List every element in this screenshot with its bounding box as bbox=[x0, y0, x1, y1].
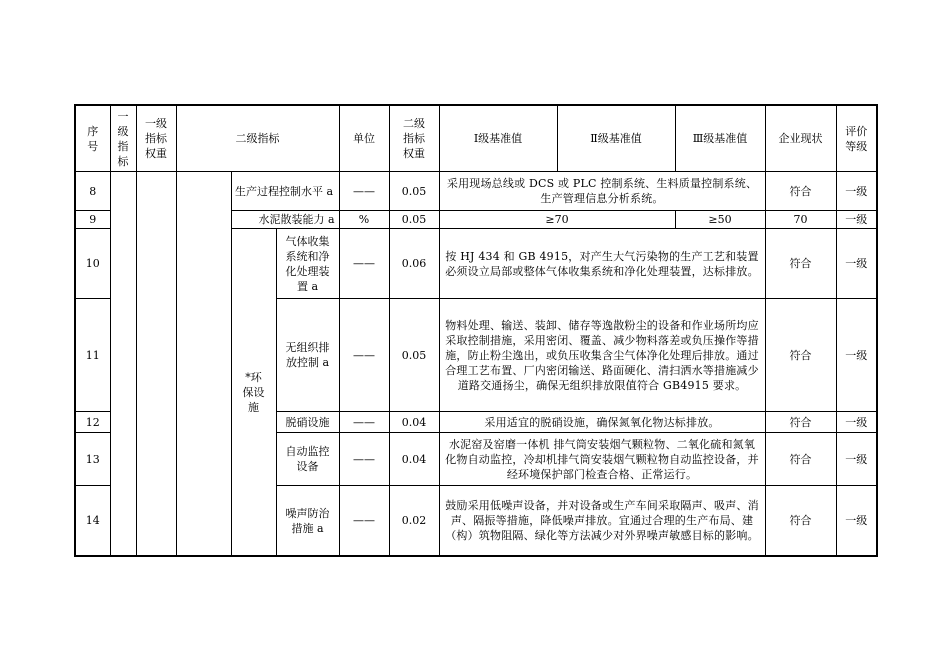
weight-cell: 0.02 bbox=[389, 486, 439, 557]
row-number: 10 bbox=[75, 229, 110, 299]
table-row bbox=[75, 172, 877, 211]
indicator-name: 噪声防治措施 a bbox=[276, 486, 339, 557]
header-level1-weight: 一级指标权重 bbox=[136, 105, 176, 172]
requirement-text: 鼓励采用低噪声设备，并对设备或生产车间采取隔声、吸声、消声、隔振等措施，降低噪声排放。宜通过合理的生产布局、建（构）筑物阻隔、绿化等方法减少对外界噪声敏感目标的影响。 bbox=[439, 486, 765, 557]
header-level2: 二级指标 bbox=[176, 105, 339, 172]
header-seq: 序号 bbox=[75, 105, 110, 172]
indicator-name: 自动监控设备 bbox=[276, 433, 339, 486]
status-cell: 符合 bbox=[765, 229, 836, 299]
indicator-name: 生产过程控制水平 a bbox=[231, 172, 339, 211]
unit-cell: —— bbox=[339, 486, 389, 557]
header-level1: 一级指标 bbox=[110, 105, 136, 172]
grade-cell: 一级 bbox=[836, 433, 877, 486]
header-standard-2: Ⅱ级基准值 bbox=[557, 105, 675, 172]
status-cell: 符合 bbox=[765, 412, 836, 433]
indicator-name: 水泥散装能力 a bbox=[231, 211, 339, 229]
requirement-text: 采用适宜的脱硝设施，确保氮氧化物达标排放。 bbox=[439, 412, 765, 433]
weight-cell: 0.04 bbox=[389, 433, 439, 486]
requirement-text: 采用现场总线或 DCS 或 PLC 控制系统、生料质量控制系统、生产管理信息分析系统。 bbox=[439, 172, 765, 211]
level2-group-spacer bbox=[176, 172, 231, 557]
weight-cell: 0.04 bbox=[389, 412, 439, 433]
status-cell: 符合 bbox=[765, 486, 836, 557]
weight-cell: 0.05 bbox=[389, 299, 439, 412]
status-cell: 符合 bbox=[765, 433, 836, 486]
row-number: 14 bbox=[75, 486, 110, 557]
status-cell: 70 bbox=[765, 211, 836, 229]
header-company-status: 企业现状 bbox=[765, 105, 836, 172]
unit-cell: % bbox=[339, 211, 389, 229]
grade-cell: 一级 bbox=[836, 412, 877, 433]
indicator-name: 脱硝设施 bbox=[276, 412, 339, 433]
unit-cell: —— bbox=[339, 433, 389, 486]
indicator-name: 气体收集系统和净化处理装置 a bbox=[276, 229, 339, 299]
header-unit: 单位 bbox=[339, 105, 389, 172]
indicator-name: 无组织排放控制 a bbox=[276, 299, 339, 412]
status-cell: 符合 bbox=[765, 172, 836, 211]
level1-cell bbox=[110, 172, 136, 557]
row-number: 12 bbox=[75, 412, 110, 433]
requirement-text: 按 HJ 434 和 GB 4915，对产生大气污染物的生产工艺和装置必须设立局部或整体气体收集系统和净化处理装置，达标排放。 bbox=[439, 229, 765, 299]
header-row bbox=[75, 105, 877, 172]
status-cell: 符合 bbox=[765, 299, 836, 412]
row-number: 8 bbox=[75, 172, 110, 211]
grade-cell: 一级 bbox=[836, 486, 877, 557]
standard-1-2-value: ≥70 bbox=[439, 211, 675, 229]
unit-cell: —— bbox=[339, 172, 389, 211]
header-standard-1: Ⅰ级基准值 bbox=[439, 105, 557, 172]
header-level2-weight: 二级指标权重 bbox=[389, 105, 439, 172]
header-standard-3: Ⅲ级基准值 bbox=[675, 105, 765, 172]
requirement-text: 水泥窑及窑磨一体机 排气筒安装烟气颗粒物、二氧化硫和氮氧化物自动监控，冷却机排气筒安装烟气颗粒物自动监控设备，并经环境保护部门检查合格、正常运行。 bbox=[439, 433, 765, 486]
indicator-table bbox=[74, 104, 878, 557]
weight-cell: 0.06 bbox=[389, 229, 439, 299]
grade-cell: 一级 bbox=[836, 299, 877, 412]
level1-weight-cell bbox=[136, 172, 176, 557]
unit-cell: —— bbox=[339, 229, 389, 299]
grade-cell: 一级 bbox=[836, 211, 877, 229]
grade-cell: 一级 bbox=[836, 229, 877, 299]
unit-cell: —— bbox=[339, 412, 389, 433]
weight-cell: 0.05 bbox=[389, 172, 439, 211]
standard-3-value: ≥50 bbox=[675, 211, 765, 229]
header-grade: 评价等级 bbox=[836, 105, 877, 172]
row-number: 9 bbox=[75, 211, 110, 229]
group-label: *环保设施 bbox=[231, 229, 276, 557]
row-number: 13 bbox=[75, 433, 110, 486]
requirement-text: 物料处理、输送、装卸、储存等逸散粉尘的设备和作业场所均应采取控制措施，采用密闭、覆盖、减少物料落差或负压操作等措施，防止粉尘逸出，或负压收集含尘气体净化处理后排放。通过合理工艺布置、厂内密闭输送、路面硬化、清扫洒水等措施减少道路交通扬尘，确保无组织排放限值符合 GB4915 要求。 bbox=[439, 299, 765, 412]
row-number: 11 bbox=[75, 299, 110, 412]
weight-cell: 0.05 bbox=[389, 211, 439, 229]
grade-cell: 一级 bbox=[836, 172, 877, 211]
unit-cell: —— bbox=[339, 299, 389, 412]
